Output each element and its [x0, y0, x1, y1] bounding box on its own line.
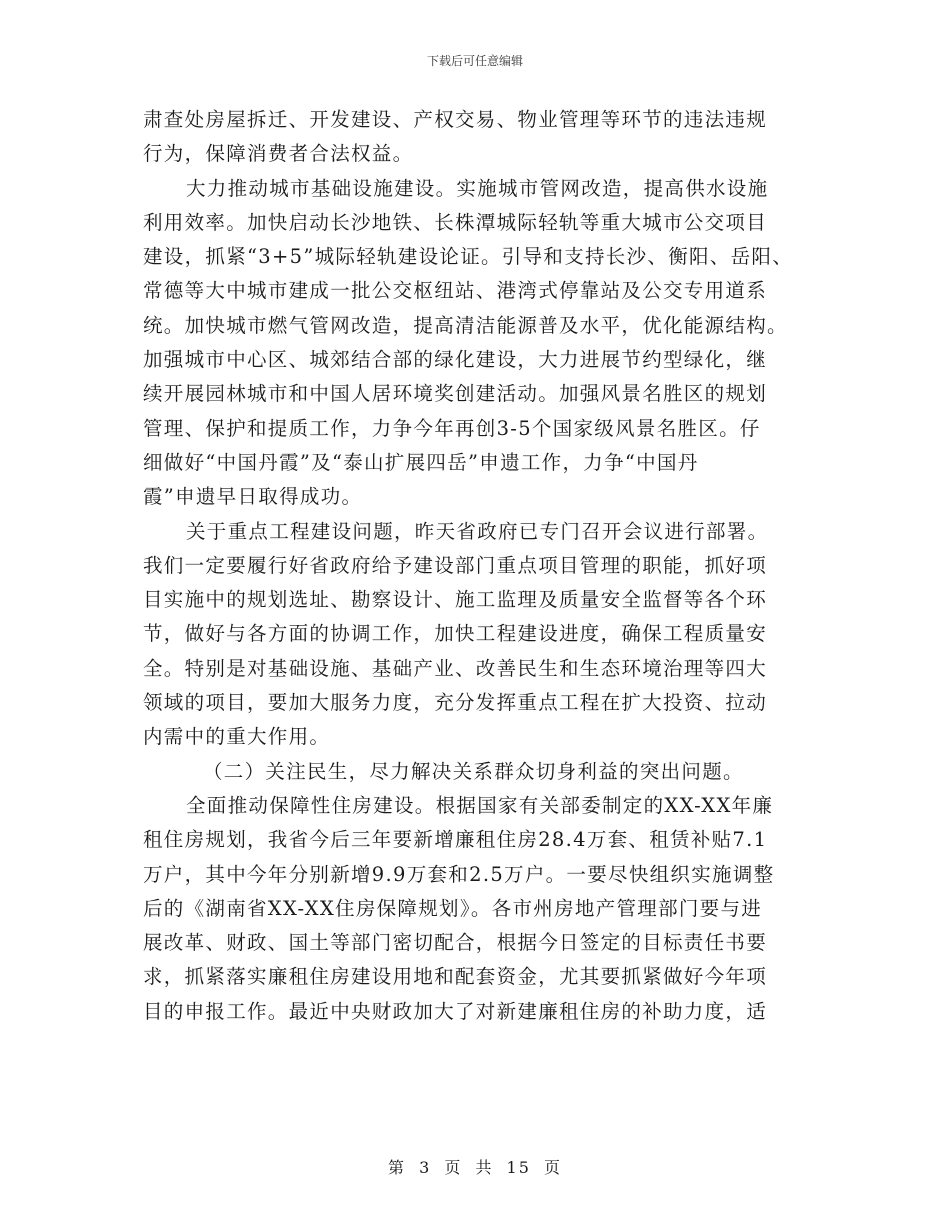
- text-line: 我们一定要履行好省政府给予建设部门重点项目管理的职能，抓好项: [143, 553, 768, 577]
- text-line: 展改革、财政、国土等部门密切配合，根据今日签定的目标责任书要: [143, 931, 768, 955]
- document-body: [143, 103, 813, 1029]
- text-line: 内需中的重大作用。: [143, 725, 331, 749]
- text-line: 目实施中的规划选址、勘察设计、施工监理及质量安全监督等各个环: [143, 588, 768, 612]
- text-line: 租住房规划，我省今后三年要新增廉租住房28.4万套、租赁补贴7.1: [143, 828, 768, 852]
- paragraph-start-line: 大力推动城市基础设施建设。实施城市管网改造，提高供水设施: [186, 176, 769, 200]
- text-line: 后的《湖南省XX-XX住房保障规划》。各市州房地产管理部门要与进: [143, 896, 763, 920]
- text-line: 细做好“中国丹霞”及“泰山扩展四岳”申遗工作，力争“中国丹: [143, 450, 699, 474]
- text-line: 节，做好与各方面的协调工作，加快工程建设进度，确保工程质量安: [143, 622, 768, 646]
- text-line: 目的申报工作。最近中央财政加大了对新建廉租住房的补助力度，适: [143, 999, 768, 1023]
- text-line: 万户，其中今年分别新增9.9万套和2.5万户。一要尽快组织实施调整: [143, 862, 775, 886]
- text-line: 全。特别是对基础设施、基础产业、改善民生和生态环境治理等四大: [143, 656, 768, 680]
- text-line: 加强城市中心区、城郊结合部的绿化建设，大力进展节约型绿化，继: [143, 348, 768, 372]
- text-line: 统。加快城市燃气管网改造，提高清洁能源普及水平，优化能源结构。: [143, 313, 788, 337]
- text-line: 管理、保护和提质工作，力争今年再创3-5个国家级风景名胜区。仔: [143, 416, 761, 440]
- text-line: 常德等大中城市建成一批公交枢纽站、港湾式停靠站及公交专用道系: [143, 279, 768, 303]
- page-footer: 第 3 页 共 15 页: [388, 1158, 562, 1177]
- paragraph-start-line: 关于重点工程建设问题，昨天省政府已专门召开会议进行部署。: [186, 519, 769, 543]
- page-header: 下载后可任意编辑: [426, 54, 523, 68]
- text-line: 建设，抓紧“3+5”城际轻轨建设论证。引导和支持长沙、衡阳、岳阳、: [143, 245, 793, 269]
- text-line: 霞”申遗早日取得成功。: [143, 485, 363, 509]
- text-line: 行为，保障消费者合法权益。: [143, 142, 414, 166]
- text-line: 肃查处房屋拆迁、开发建设、产权交易、物业管理等环节的违法违规: [143, 108, 768, 131]
- paragraph-start-line: 全面推动保障性住房建设。根据国家有关部委制定的XX-XX年廉: [186, 793, 774, 817]
- text-line: 求，抓紧落实廉租住房建设用地和配套资金，尤其要抓紧做好今年项: [143, 965, 768, 989]
- section-heading: （二）关注民生，尽力解决关系群众切身利益的突出问题。: [203, 759, 744, 783]
- text-line: 利用效率。加快启动长沙地铁、长株潭城际轻轨等重大城市公交项目: [143, 210, 768, 234]
- text-line: 续开展园林城市和中国人居环境奖创建活动。加强风景名胜区的规划: [143, 382, 768, 406]
- text-line: 领域的项目，要加大服务力度，充分发挥重点工程在扩大投资、拉动: [143, 691, 768, 715]
